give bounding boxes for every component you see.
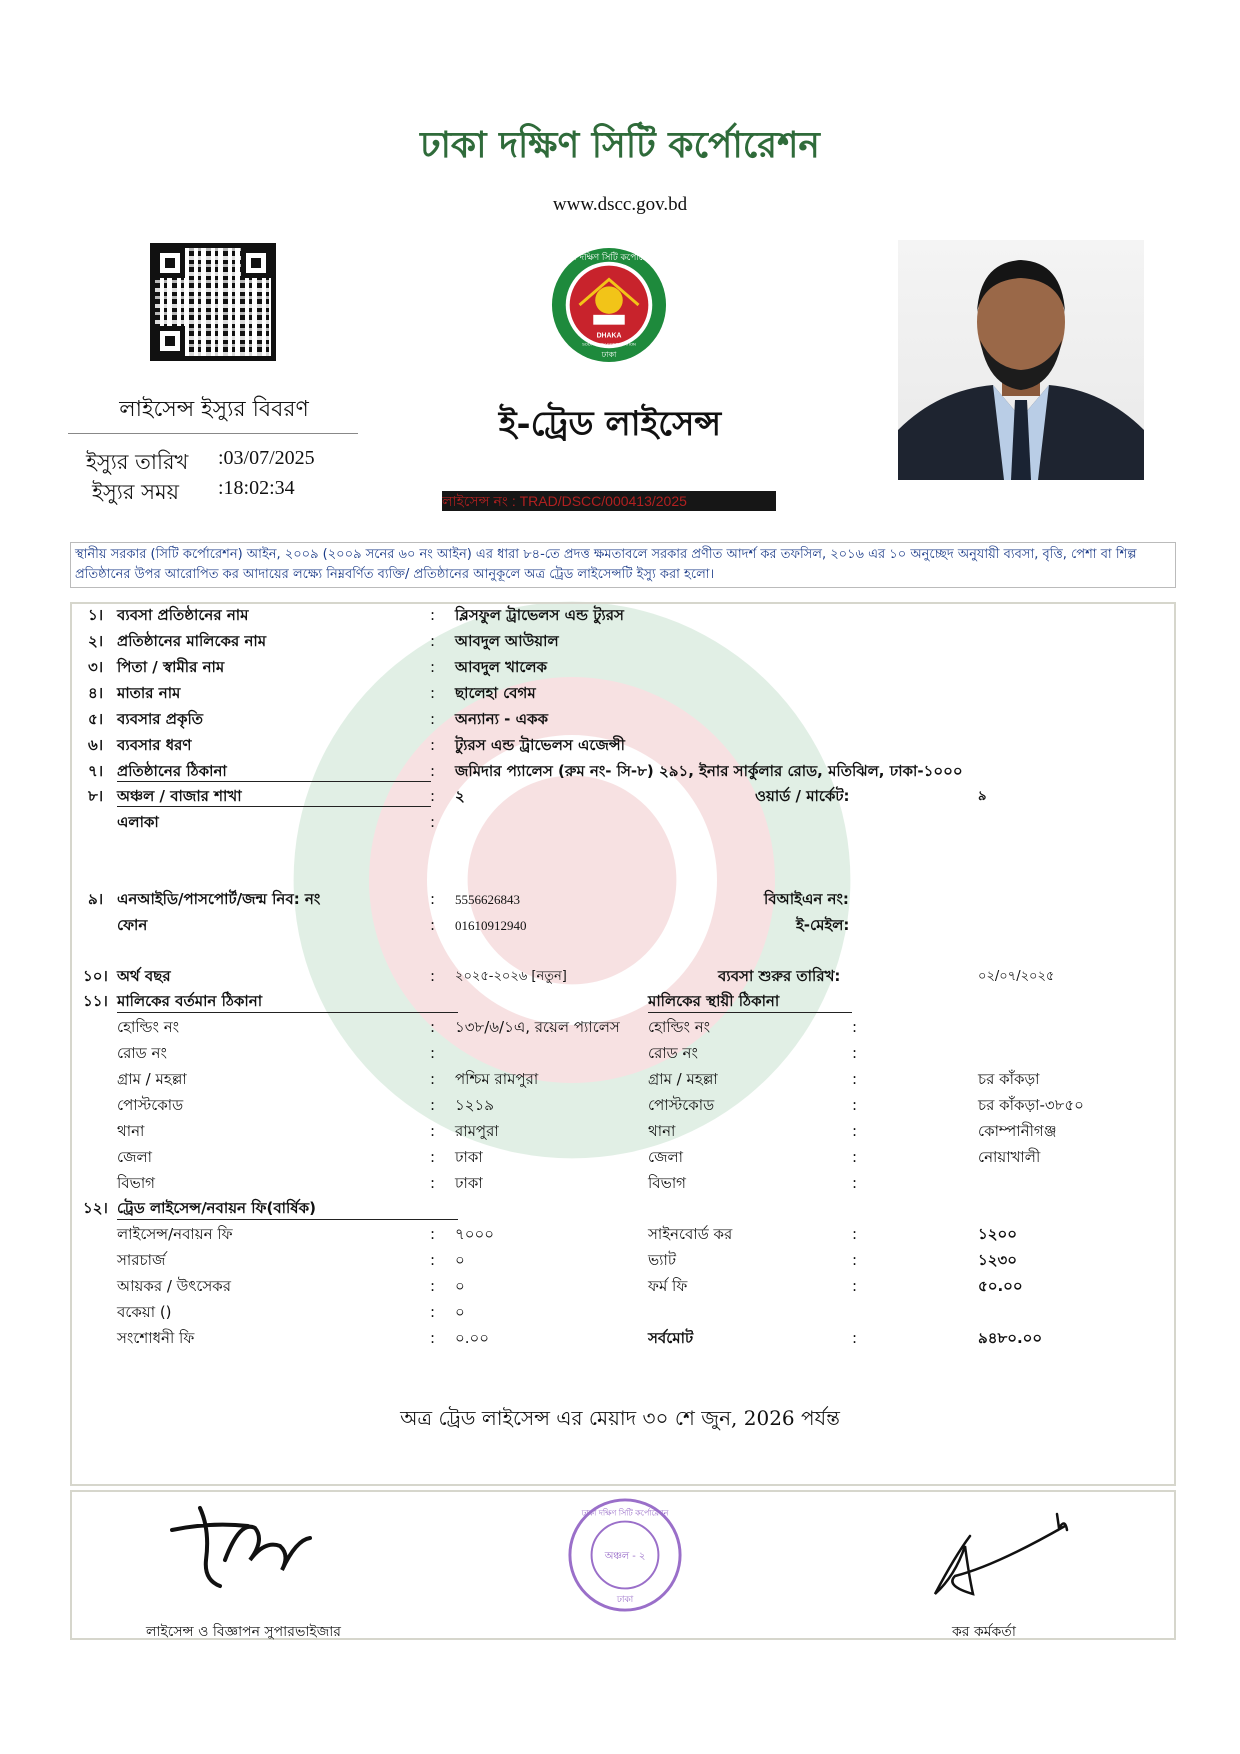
present-address-title: মালিকের বর্তমান ঠিকানা [117,992,263,1010]
ward-label: ওয়ার্ড / মার্কেট: [755,787,850,805]
field-label: মাতার নাম [117,684,181,702]
present-address-value: পশ্চিম রামপুরা [455,1070,539,1088]
email-label: ই-মেইল: [796,916,850,934]
permanent-address-colon: : [852,1174,858,1192]
field-colon: : [430,762,436,780]
fee-colon: : [430,1329,436,1347]
permanent-address-colon: : [852,1148,858,1166]
preamble-text: স্থানীয় সরকার (সিটি কর্পোরেশন) আইন, ২০০৯ (২০০৯ সনের ৬০ নং আইন) এর ধারা ৮৪-তে প্রদত্ত ক্ষমতাবলে সরকার প্রণীত আদর্শ কর তফসিল, ২০১৬ এর ১০ অনুচ্ছেদ অনুযায়ী ব্যবসা, বৃত্তি, পেশা বা শিল্প প্রতিষ্ঠানের উপর আরোপিত কর আদায়ের লক্ষ্যে নিম্নবর্ণিত ব্যক্তি/ প্রতিষ্ঠানের আনুকূলে অত্র ট্রেড লাইসেন্সটি ইস্যু করা হলো। [70,542,1176,588]
present-address-colon: : [430,1096,436,1114]
supervisor-signature [170,1500,320,1590]
field-colon: : [430,736,436,754]
field-value: অন্যান্য - একক [455,710,549,728]
license-number-value: : TRAD/DSCC/000413/2025 [511,493,687,509]
nid-label: এনআইডি/পাসপোর্ট/জন্ম নিব: নং [117,890,321,908]
fee-value: ০ [455,1277,465,1295]
field-value: আবদুল আউয়াল [455,632,559,650]
permanent-address-label: হোল্ডিং নং [648,1018,711,1036]
seal-top-text: ঢাকা দক্ষিণ সিটি কর্পোরেশন [581,1508,669,1518]
fee-value: ০ [455,1303,465,1321]
seal-bottom-text: ঢাকা [616,1595,634,1606]
emblem-mid-text: DHAKA [596,332,622,340]
office-seal-stamp [566,1496,684,1614]
permanent-address-value: চর কাঁকড়া [978,1070,1040,1088]
present-address-value: ১৩৮/৬/১এ, রয়েল প্যালেস [455,1018,620,1036]
area-colon: : [430,813,436,831]
field-label: ব্যবসা প্রতিষ্ঠানের নাম [117,606,249,624]
field-label: ব্যবসার প্রকৃতি [117,710,204,728]
present-address-label: হোল্ডিং নং [117,1018,180,1036]
present-address-value: ঢাকা [455,1174,483,1192]
permanent-address-label: থানা [648,1122,676,1140]
field-colon: : [430,710,436,728]
present-address-value: রামপুরা [455,1122,499,1140]
permanent-address-value: কোম্পানীগঞ্জ [978,1122,1057,1140]
permanent-address-colon: : [852,1044,858,1062]
field-value: আবদুল খালেক [455,658,548,676]
field-label: ব্যবসার ধরণ [117,736,192,754]
nid-value: 5556626843 [455,892,520,907]
zone-value: ২ [455,787,465,805]
fee-number: ১২। [83,1199,108,1217]
fiscal-value: ২০২৫-২০২৬ [নতুন] [455,969,567,984]
present-address-label: রোড নং [117,1044,167,1062]
field-value: জমিদার প্যালেস (রুম নং- সি-৮) ২৯১, ইনার সার্কুলার রোড, মতিঝিল, ঢাকা-১০০০ [455,762,963,780]
fee-title-underline [117,1219,458,1220]
tax-officer-signature [925,1506,1075,1606]
phone-value: 01610912940 [455,918,527,933]
start-date-value: ০২/০৭/২০২৫ [978,969,1055,984]
zone-underline [117,806,431,807]
field-value: ছালেহা বেগম [455,684,536,702]
ward-value: ৯ [978,789,987,804]
field-colon: : [430,606,436,624]
present-address-label: জেলা [117,1148,153,1166]
field-number: ৪। [88,684,104,702]
grand-total-label: সর্বমোট [648,1329,694,1347]
field-number: ১। [88,606,104,624]
issue-date-value: :03/07/2025 [218,447,315,469]
fee-right-colon: : [852,1225,858,1243]
fee-right-label: সাইনবোর্ড কর [648,1225,733,1243]
permanent-address-underline [648,1012,852,1013]
present-address-value: ঢাকা [455,1148,483,1166]
field-number: ৭। [88,762,104,780]
website-url[interactable]: www.dscc.gov.bd [552,194,688,215]
field-number: ২। [88,632,104,650]
present-address-underline [117,1012,458,1013]
fee-value: ০ [455,1251,465,1269]
permanent-address-title: মালিকের স্থায়ী ঠিকানা [648,992,780,1010]
fee-right-value: ১২০০ [978,1225,1017,1243]
phone-colon: : [430,916,436,934]
issue-divider [68,433,358,434]
nid-number: ৯। [88,890,104,908]
permanent-address-colon: : [852,1070,858,1088]
present-address-label: পোস্টকোড [117,1096,184,1114]
present-address-label: গ্রাম / মহল্লা [117,1070,187,1088]
validity-statement: অত্র ট্রেড লাইসেন্স এর মেয়াদ ৩০ শে জুন, 2026 পর্যন্ত [400,1406,840,1430]
fee-colon: : [430,1251,436,1269]
fee-label: সংশোধনী ফি [117,1329,195,1347]
permanent-address-value: চর কাঁকড়া-৩৮৫০ [978,1096,1084,1114]
permanent-address-colon: : [852,1122,858,1140]
license-number-label: লাইসেন্স নং [442,493,508,509]
field-value: ট্যুরস এন্ড ট্রাভেলস এজেন্সী [455,736,625,754]
field-number: ৫। [88,710,104,728]
field-colon: : [430,684,436,702]
fee-value: ০.০০ [455,1329,490,1347]
issue-date-label: ইস্যুর তারিখ [86,450,189,474]
permanent-address-label: গ্রাম / মহল্লা [648,1070,718,1088]
fee-label: বকেয়া () [117,1303,172,1321]
fee-right-value: ১২৩০ [978,1251,1017,1269]
present-address-colon: : [430,1174,436,1192]
emblem-bottom-text: ঢাকা [601,350,617,360]
zone-label: অঞ্চল / বাজার শাখা [117,787,242,805]
present-address-value: ১২১৯ [455,1096,494,1114]
fee-right-label: ভ্যাট [648,1251,677,1269]
nid-colon: : [430,890,436,908]
fee-right-colon: : [852,1277,858,1295]
permanent-address-label: রোড নং [648,1044,698,1062]
tax-officer-label: কর কর্মকর্তা [952,1624,1016,1640]
license-title: ই-ট্রেড লাইসেন্স [498,404,722,444]
field-label: প্রতিষ্ঠানের ঠিকানা [117,762,227,780]
present-address-label: থানা [117,1122,145,1140]
present-address-colon: : [430,1044,436,1062]
permanent-address-colon: : [852,1018,858,1036]
permanent-address-label: বিভাগ [648,1174,686,1192]
issue-time-label: ইস্যুর সময় [92,480,180,504]
fiscal-number: ১০। [83,967,108,985]
present-address-label: বিভাগ [117,1174,155,1192]
present-address-colon: : [430,1070,436,1088]
area-label: এলাকা [117,813,159,831]
field-colon: : [430,632,436,650]
field-number: ৬। [88,736,104,754]
fee-colon: : [430,1277,436,1295]
fee-label: লাইসেন্স/নবায়ন ফি [117,1225,233,1243]
address-number: ১১। [83,992,108,1010]
present-address-colon: : [430,1148,436,1166]
emblem-low-text: SOUTH CITY CORPORATION [582,341,636,347]
present-address-colon: : [430,1122,436,1140]
field-colon: : [430,658,436,676]
permanent-address-value: নোয়াখালী [978,1148,1041,1166]
permanent-address-colon: : [852,1096,858,1114]
fiscal-label: অর্থ বছর [117,967,171,985]
fee-label: সারচার্জ [117,1251,166,1269]
field-address-underline [117,781,431,782]
supervisor-label: লাইসেন্স ও বিজ্ঞাপন সুপারভাইজার [146,1624,342,1640]
field-label: প্রতিষ্ঠানের মালিকের নাম [117,632,267,650]
start-date-label: ব্যবসা শুরুর তারিখ: [718,967,841,985]
fiscal-colon: : [430,967,436,985]
fee-colon: : [430,1225,436,1243]
permanent-address-label: পোস্টকোড [648,1096,715,1114]
fee-right-label: ফর্ম ফি [648,1277,688,1295]
field-label: পিতা / স্বামীর নাম [117,658,225,676]
organization-title: ঢাকা দক্ষিণ সিটি কর্পোরেশন [420,124,820,166]
fee-right-value: ৫০.০০ [978,1277,1023,1295]
fee-right-colon: : [852,1329,858,1347]
permanent-address-label: জেলা [648,1148,684,1166]
issue-time-value: :18:02:34 [218,477,295,499]
fee-title: ট্রেড লাইসেন্স/নবায়ন ফি(বার্ষিক) [117,1199,316,1217]
field-number: ৩। [88,658,104,676]
phone-label: ফোন [117,916,148,934]
present-address-colon: : [430,1018,436,1036]
bin-label: বিআইএন নং: [764,890,849,908]
fee-value: ৭০০০ [455,1225,495,1243]
field-value: ব্লিসফুল ট্রাভেলস এন্ড ট্যুরস [455,606,624,624]
issue-details-heading: লাইসেন্স ইস্যুর বিবরণ [119,397,309,422]
fee-right-colon: : [852,1251,858,1269]
zone-colon: : [430,787,436,805]
owner-photo [898,240,1144,480]
fee-colon: : [430,1303,436,1321]
fee-label: আয়কর / উৎসেকর [117,1277,232,1295]
grand-total-value: ৯৪৮০.০০ [978,1329,1043,1347]
qr-code [150,243,276,361]
zone-number: ৮। [88,787,104,805]
dscc-emblem [550,246,668,364]
license-number-bar [442,491,776,511]
seal-mid-text: অঞ্চল - ২ [604,1550,646,1562]
emblem-top-text: ঢাকা দক্ষিণ সিটি কর্পোরেশন [560,252,658,263]
